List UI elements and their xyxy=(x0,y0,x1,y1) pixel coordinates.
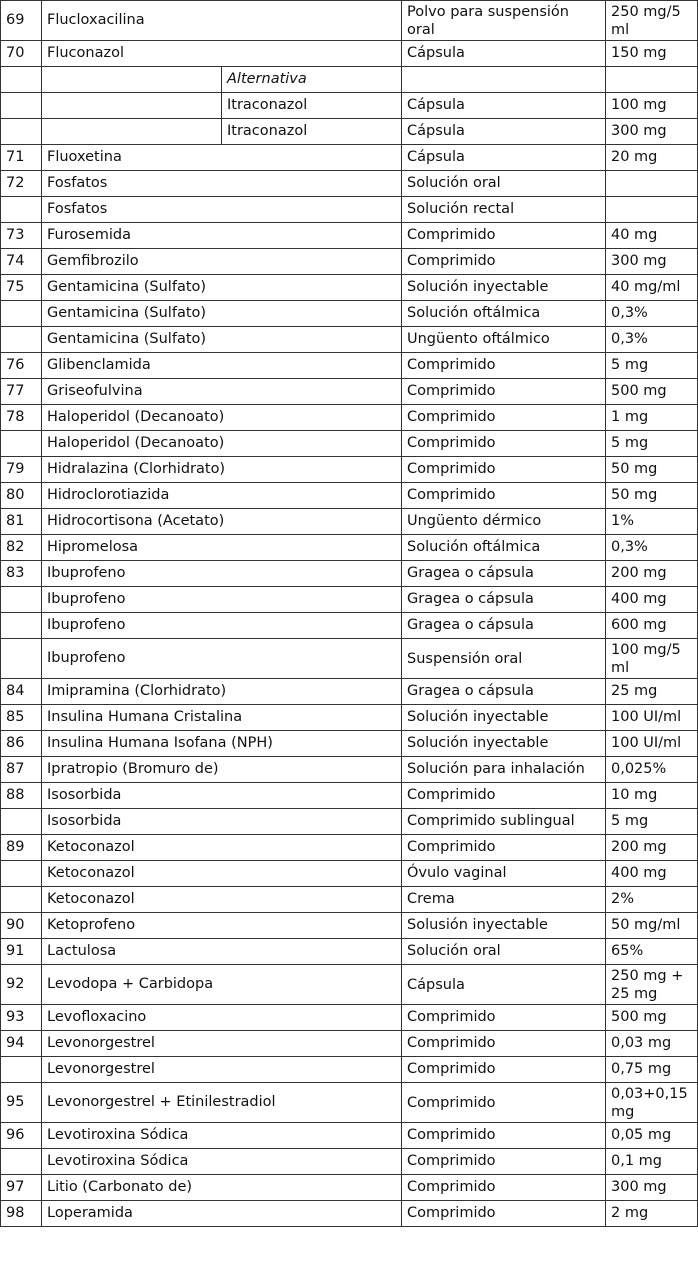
number-cell: 71 xyxy=(1,145,42,171)
dose-cell: 20 mg xyxy=(606,145,698,171)
form-cell: Solución inyectable xyxy=(402,275,606,301)
name-cell: Levotiroxina Sódica xyxy=(42,1149,402,1175)
form-cell: Comprimido xyxy=(402,483,606,509)
table-row xyxy=(1,731,698,757)
number-cell xyxy=(1,119,42,145)
form-cell: Solución para inhalación xyxy=(402,757,606,783)
name-cell: Hidrocortisona (Acetato) xyxy=(42,509,402,535)
table-row xyxy=(1,757,698,783)
form-cell: Gragea o cápsula xyxy=(402,679,606,705)
form-cell: Comprimido xyxy=(402,1175,606,1201)
table-row xyxy=(1,457,698,483)
form-cell: Solución inyectable xyxy=(402,731,606,757)
alternative-name-cell: Itraconazol xyxy=(222,93,402,119)
table-row xyxy=(1,483,698,509)
name-cell: Gentamicina (Sulfato) xyxy=(42,301,402,327)
dose-cell: 25 mg xyxy=(606,679,698,705)
name-cell: Griseofulvina xyxy=(42,379,402,405)
dose-cell: 500 mg xyxy=(606,379,698,405)
dose-cell: 500 mg xyxy=(606,1005,698,1031)
name-cell: Isosorbida xyxy=(42,783,402,809)
table-row xyxy=(1,835,698,861)
name-cell: Ibuprofeno xyxy=(42,613,402,639)
number-cell: 78 xyxy=(1,405,42,431)
dose-cell: 0,75 mg xyxy=(606,1057,698,1083)
name-cell: Fosfatos xyxy=(42,197,402,223)
form-cell xyxy=(402,67,606,93)
name-cell: Litio (Carbonato de) xyxy=(42,1175,402,1201)
table-row xyxy=(1,613,698,639)
alternative-label: Alternativa xyxy=(222,67,402,93)
dose-cell: 100 mg xyxy=(606,93,698,119)
table-row xyxy=(1,301,698,327)
name-cell: Imipramina (Clorhidrato) xyxy=(42,679,402,705)
table-row xyxy=(1,197,698,223)
table-row xyxy=(1,639,698,679)
number-cell: 96 xyxy=(1,1123,42,1149)
dose-cell: 50 mg/ml xyxy=(606,913,698,939)
number-cell: 72 xyxy=(1,171,42,197)
number-cell: 98 xyxy=(1,1201,42,1227)
name-cell xyxy=(42,119,222,145)
name-cell: Ketoconazol xyxy=(42,835,402,861)
number-cell: 90 xyxy=(1,913,42,939)
table-row xyxy=(1,1201,698,1227)
form-cell: Comprimido xyxy=(402,1057,606,1083)
name-cell xyxy=(42,93,222,119)
number-cell xyxy=(1,301,42,327)
number-cell: 89 xyxy=(1,835,42,861)
form-cell: Suspensión oral xyxy=(402,639,606,679)
table-row xyxy=(1,809,698,835)
table-row xyxy=(1,1057,698,1083)
number-cell: 76 xyxy=(1,353,42,379)
name-cell: Levofloxacino xyxy=(42,1005,402,1031)
form-cell: Solución oftálmica xyxy=(402,535,606,561)
form-cell: Comprimido xyxy=(402,835,606,861)
table-row xyxy=(1,119,698,145)
form-cell: Comprimido xyxy=(402,1149,606,1175)
table-row xyxy=(1,67,698,93)
name-cell: Levonorgestrel xyxy=(42,1031,402,1057)
dose-cell: 0,3% xyxy=(606,301,698,327)
name-cell: Insulina Humana Isofana (NPH) xyxy=(42,731,402,757)
name-cell: Fosfatos xyxy=(42,171,402,197)
table-row xyxy=(1,587,698,613)
number-cell: 87 xyxy=(1,757,42,783)
dose-cell: 0,1 mg xyxy=(606,1149,698,1175)
dose-cell: 100 mg/5 ml xyxy=(606,639,698,679)
number-cell xyxy=(1,327,42,353)
name-cell: Ipratropio (Bromuro de) xyxy=(42,757,402,783)
name-cell: Fluoxetina xyxy=(42,145,402,171)
name-cell: Gemfibrozilo xyxy=(42,249,402,275)
table-row xyxy=(1,1175,698,1201)
dose-cell: 0,03+0,15 mg xyxy=(606,1083,698,1123)
name-cell: Flucloxacilina xyxy=(42,1,402,41)
name-cell: Isosorbida xyxy=(42,809,402,835)
table-row xyxy=(1,913,698,939)
number-cell xyxy=(1,613,42,639)
form-cell: Gragea o cápsula xyxy=(402,613,606,639)
number-cell: 70 xyxy=(1,41,42,67)
dose-cell: 300 mg xyxy=(606,249,698,275)
dose-cell: 1 mg xyxy=(606,405,698,431)
number-cell xyxy=(1,587,42,613)
table-row xyxy=(1,223,698,249)
dose-cell: 2 mg xyxy=(606,1201,698,1227)
table-row xyxy=(1,887,698,913)
form-cell: Comprimido xyxy=(402,1123,606,1149)
table-row xyxy=(1,679,698,705)
name-cell: Ketoconazol xyxy=(42,861,402,887)
table-row xyxy=(1,379,698,405)
number-cell: 80 xyxy=(1,483,42,509)
number-cell: 95 xyxy=(1,1083,42,1123)
dose-cell xyxy=(606,171,698,197)
number-cell: 77 xyxy=(1,379,42,405)
table-row xyxy=(1,1149,698,1175)
table-row xyxy=(1,353,698,379)
table-row xyxy=(1,509,698,535)
name-cell: Ketoprofeno xyxy=(42,913,402,939)
form-cell: Comprimido xyxy=(402,783,606,809)
form-cell: Solución inyectable xyxy=(402,705,606,731)
form-cell: Cápsula xyxy=(402,119,606,145)
dose-cell: 0,05 mg xyxy=(606,1123,698,1149)
form-cell: Comprimido xyxy=(402,431,606,457)
number-cell: 69 xyxy=(1,1,42,41)
form-cell: Comprimido sublingual xyxy=(402,809,606,835)
form-cell: Cápsula xyxy=(402,41,606,67)
form-cell: Polvo para suspensión oral xyxy=(402,1,606,41)
form-cell: Gragea o cápsula xyxy=(402,587,606,613)
number-cell: 82 xyxy=(1,535,42,561)
form-cell: Comprimido xyxy=(402,1031,606,1057)
form-cell: Ungüento dérmico xyxy=(402,509,606,535)
dose-cell: 5 mg xyxy=(606,809,698,835)
dose-cell xyxy=(606,197,698,223)
form-cell: Comprimido xyxy=(402,353,606,379)
name-cell: Loperamida xyxy=(42,1201,402,1227)
table-row xyxy=(1,861,698,887)
number-cell: 83 xyxy=(1,561,42,587)
dose-cell: 40 mg xyxy=(606,223,698,249)
dose-cell: 50 mg xyxy=(606,483,698,509)
table-row xyxy=(1,145,698,171)
dose-cell: 1% xyxy=(606,509,698,535)
name-cell: Levotiroxina Sódica xyxy=(42,1123,402,1149)
table-row xyxy=(1,965,698,1005)
name-cell: Hidroclorotiazida xyxy=(42,483,402,509)
table-row xyxy=(1,1123,698,1149)
number-cell: 88 xyxy=(1,783,42,809)
dose-cell: 400 mg xyxy=(606,861,698,887)
dose-cell: 10 mg xyxy=(606,783,698,809)
form-cell: Cápsula xyxy=(402,145,606,171)
number-cell xyxy=(1,861,42,887)
table-row xyxy=(1,561,698,587)
form-cell: Solución oral xyxy=(402,939,606,965)
dose-cell: 5 mg xyxy=(606,353,698,379)
number-cell xyxy=(1,93,42,119)
form-cell: Comprimido xyxy=(402,379,606,405)
name-cell: Ibuprofeno xyxy=(42,561,402,587)
form-cell: Solusión inyectable xyxy=(402,913,606,939)
name-cell: Ibuprofeno xyxy=(42,639,402,679)
number-cell: 92 xyxy=(1,965,42,1005)
table-row xyxy=(1,249,698,275)
table-row xyxy=(1,939,698,965)
form-cell: Comprimido xyxy=(402,1083,606,1123)
dose-cell: 0,03 mg xyxy=(606,1031,698,1057)
table-row xyxy=(1,535,698,561)
number-cell: 86 xyxy=(1,731,42,757)
name-cell: Haloperidol (Decanoato) xyxy=(42,405,402,431)
name-cell: Levonorgestrel + Etinilestradiol xyxy=(42,1083,402,1123)
dose-cell: 2% xyxy=(606,887,698,913)
name-cell: Ketoconazol xyxy=(42,887,402,913)
name-cell: Furosemida xyxy=(42,223,402,249)
number-cell: 74 xyxy=(1,249,42,275)
dose-cell: 200 mg xyxy=(606,561,698,587)
number-cell xyxy=(1,1057,42,1083)
number-cell: 97 xyxy=(1,1175,42,1201)
dose-cell: 65% xyxy=(606,939,698,965)
form-cell: Comprimido xyxy=(402,223,606,249)
name-cell: Insulina Humana Cristalina xyxy=(42,705,402,731)
name-cell: Glibenclamida xyxy=(42,353,402,379)
name-cell xyxy=(42,67,222,93)
name-cell: Gentamicina (Sulfato) xyxy=(42,275,402,301)
dose-cell: 100 UI/ml xyxy=(606,731,698,757)
number-cell: 93 xyxy=(1,1005,42,1031)
table-row xyxy=(1,275,698,301)
table-row xyxy=(1,93,698,119)
number-cell: 75 xyxy=(1,275,42,301)
name-cell: Fluconazol xyxy=(42,41,402,67)
table-row xyxy=(1,1031,698,1057)
number-cell: 91 xyxy=(1,939,42,965)
dose-cell: 400 mg xyxy=(606,587,698,613)
dose-cell: 50 mg xyxy=(606,457,698,483)
dose-cell: 300 mg xyxy=(606,1175,698,1201)
table-row xyxy=(1,41,698,67)
form-cell: Comprimido xyxy=(402,1005,606,1031)
form-cell: Comprimido xyxy=(402,405,606,431)
form-cell: Cápsula xyxy=(402,93,606,119)
name-cell: Hidralazina (Clorhidrato) xyxy=(42,457,402,483)
medication-table-body xyxy=(1,1,698,1227)
number-cell xyxy=(1,197,42,223)
form-cell: Comprimido xyxy=(402,249,606,275)
table-row xyxy=(1,1005,698,1031)
number-cell: 81 xyxy=(1,509,42,535)
form-cell: Ungüento oftálmico xyxy=(402,327,606,353)
dose-cell: 100 UI/ml xyxy=(606,705,698,731)
number-cell: 85 xyxy=(1,705,42,731)
name-cell: Haloperidol (Decanoato) xyxy=(42,431,402,457)
table-row xyxy=(1,405,698,431)
number-cell xyxy=(1,1149,42,1175)
dose-cell: 0,3% xyxy=(606,535,698,561)
number-cell xyxy=(1,431,42,457)
table-row xyxy=(1,705,698,731)
table-row xyxy=(1,1083,698,1123)
table-row xyxy=(1,327,698,353)
table-row xyxy=(1,1,698,41)
name-cell: Hipromelosa xyxy=(42,535,402,561)
name-cell: Lactulosa xyxy=(42,939,402,965)
form-cell: Gragea o cápsula xyxy=(402,561,606,587)
form-cell: Crema xyxy=(402,887,606,913)
form-cell: Comprimido xyxy=(402,1201,606,1227)
dose-cell: 150 mg xyxy=(606,41,698,67)
number-cell: 73 xyxy=(1,223,42,249)
number-cell xyxy=(1,67,42,93)
form-cell: Comprimido xyxy=(402,457,606,483)
dose-cell: 200 mg xyxy=(606,835,698,861)
dose-cell: 250 mg/5 ml xyxy=(606,1,698,41)
form-cell: Solución rectal xyxy=(402,197,606,223)
table-row xyxy=(1,431,698,457)
number-cell: 94 xyxy=(1,1031,42,1057)
dose-cell: 5 mg xyxy=(606,431,698,457)
number-cell xyxy=(1,887,42,913)
form-cell: Óvulo vaginal xyxy=(402,861,606,887)
number-cell xyxy=(1,809,42,835)
number-cell: 79 xyxy=(1,457,42,483)
name-cell: Levodopa + Carbidopa xyxy=(42,965,402,1005)
dose-cell xyxy=(606,67,698,93)
name-cell: Levonorgestrel xyxy=(42,1057,402,1083)
dose-cell: 0,3% xyxy=(606,327,698,353)
name-cell: Gentamicina (Sulfato) xyxy=(42,327,402,353)
dose-cell: 300 mg xyxy=(606,119,698,145)
form-cell: Cápsula xyxy=(402,965,606,1005)
dose-cell: 250 mg + 25 mg xyxy=(606,965,698,1005)
form-cell: Solución oftálmica xyxy=(402,301,606,327)
dose-cell: 600 mg xyxy=(606,613,698,639)
number-cell xyxy=(1,639,42,679)
table-row xyxy=(1,783,698,809)
table-row xyxy=(1,171,698,197)
number-cell: 84 xyxy=(1,679,42,705)
form-cell: Solución oral xyxy=(402,171,606,197)
dose-cell: 0,025% xyxy=(606,757,698,783)
alternative-name-cell: Itraconazol xyxy=(222,119,402,145)
dose-cell: 40 mg/ml xyxy=(606,275,698,301)
name-cell: Ibuprofeno xyxy=(42,587,402,613)
